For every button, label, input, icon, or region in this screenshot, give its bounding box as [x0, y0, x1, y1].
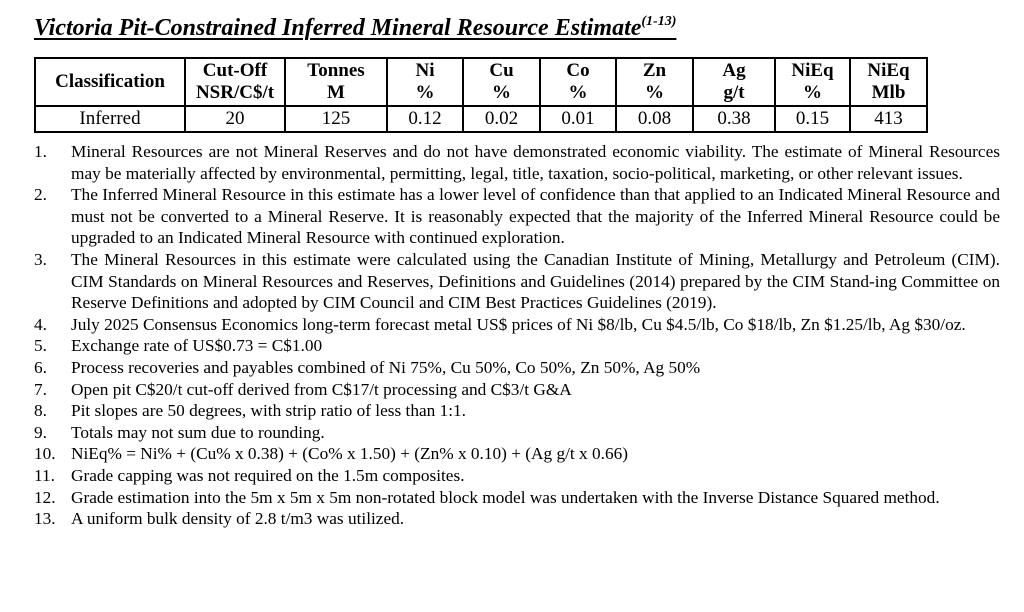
footnote-text: A uniform bulk density of 2.8 t/m3 was utilized. — [71, 509, 405, 529]
footnote-number: 11. — [34, 465, 55, 485]
footnote-text: July 2025 Consensus Economics long-term forecast metal US$ prices of Ni $8/lb, Cu $4.5/lb, Co $18/lb, Zn $1.25/lb, Ag $30/oz. — [71, 314, 966, 334]
footnote-number: 12. — [34, 487, 56, 507]
footnote-text: Process recoveries and payables combined of Ni 75%, Cu 50%, Co 50%, Zn 50%, Ag 50% — [71, 357, 701, 377]
footnote-number: 4. — [34, 314, 47, 334]
header-zn: Zn % — [616, 58, 693, 106]
footnote-text: The Mineral Resources in this estimate were calculated using the Canadian Institute of Mining, Metallurgy and Petroleum (CIM). CIM Standards on Mineral Resources and Reserves, Definitions and Guidelines (2014) prepared by the CIM Stand-ing Committee on Reserve Definitions and adopted by CIM Council and CIM Best Practices Guidelines (2019). — [71, 249, 1000, 313]
footnote-number: 2. — [34, 185, 47, 205]
footnote-item — [0, 487, 1000, 509]
cell-nieq-pct: 0.15 — [775, 106, 850, 132]
footnote-item — [0, 335, 1000, 357]
header-classification: Classification — [35, 58, 185, 106]
cell-cu: 0.02 — [463, 106, 540, 132]
table-row — [35, 106, 927, 132]
cell-co: 0.01 — [540, 106, 616, 132]
footnote-text: NiEq% = Ni% + (Cu% x 0.38) + (Co% x 1.50) + (Zn% x 0.10) + (Ag g/t x 0.66) — [71, 444, 629, 464]
footnote-number: 3. — [34, 249, 47, 269]
footnote-text: Grade capping was not required on the 1.5m composites. — [71, 465, 465, 485]
footnotes-list — [0, 141, 1000, 530]
cell-tonnes: 125 — [285, 106, 387, 132]
header-co: Co % — [540, 58, 616, 106]
footnote-text: Totals may not sum due to rounding. — [71, 422, 325, 442]
footnote-item — [0, 184, 1000, 249]
footnote-text: The Inferred Mineral Resource in this estimate has a lower level of confidence than that applied to an Indicated Mineral Resource and must not be converted to a Mineral Reserve. It is reasonably expected that the majority of the Inferred Mineral Resource could be upgraded to an Indicated Mineral Resource with continued exploration. — [71, 185, 1000, 248]
document-title — [34, 14, 676, 42]
footnote-number: 5. — [34, 336, 47, 356]
footnote-number: 10. — [34, 444, 56, 464]
footnote-number: 13. — [34, 509, 56, 529]
footnote-text: Exchange rate of US$0.73 = C$1.00 — [71, 336, 323, 356]
footnote-number: 1. — [34, 142, 47, 161]
footnote-text: Pit slopes are 50 degrees, with strip ratio of less than 1:1. — [71, 401, 466, 421]
footnote-item — [0, 314, 1000, 336]
cell-ag: 0.38 — [693, 106, 775, 132]
header-ni: Ni % — [387, 58, 463, 106]
header-cutoff: Cut-Off NSR/C$/t — [185, 58, 285, 106]
footnote-number: 7. — [34, 379, 47, 399]
footnote-number: 9. — [34, 422, 47, 442]
footnote-item — [0, 465, 1000, 487]
table-header-row — [35, 58, 927, 106]
footnote-text: Grade estimation into the 5m x 5m x 5m non-rotated block model was undertaken with the Inverse Distance Squared method. — [71, 487, 940, 507]
header-cu: Cu % — [463, 58, 540, 106]
footnote-text: Open pit C$20/t cut-off derived from C$17/t processing and C$3/t G&A — [71, 379, 572, 399]
footnote-item — [0, 379, 1000, 401]
header-ag: Ag g/t — [693, 58, 775, 106]
title-superscript: (1-13) — [641, 14, 677, 29]
footnote-item — [0, 249, 1000, 314]
footnote-item — [0, 508, 1000, 530]
header-tonnes: Tonnes M — [285, 58, 387, 106]
cell-nieq-mlb: 413 — [850, 106, 927, 132]
cell-ni: 0.12 — [387, 106, 463, 132]
footnote-item — [0, 422, 1000, 444]
footnote-item — [0, 400, 1000, 422]
footnote-item — [0, 357, 1000, 379]
header-nieq-mlb: NiEq Mlb — [850, 58, 927, 106]
resource-table — [34, 57, 928, 133]
footnote-number: 6. — [34, 357, 47, 377]
title-text: Victoria Pit-Constrained Inferred Mineral Resource Estimate — [34, 15, 642, 41]
header-nieq-pct: NiEq % — [775, 58, 850, 106]
cell-cutoff: 20 — [185, 106, 285, 132]
footnote-number: 8. — [34, 401, 47, 421]
footnote-text: Mineral Resources are not Mineral Reserves and do not have demonstrated economic viability. The estimate of Mineral Resources may be materially affected by environmental, permitting, legal, title, taxation, socio-political, marketing, or other relevant issues. — [71, 142, 1000, 183]
footnote-item — [0, 443, 1000, 465]
cell-zn: 0.08 — [616, 106, 693, 132]
cell-classification: Inferred — [35, 106, 185, 132]
footnote-item — [0, 141, 1000, 184]
